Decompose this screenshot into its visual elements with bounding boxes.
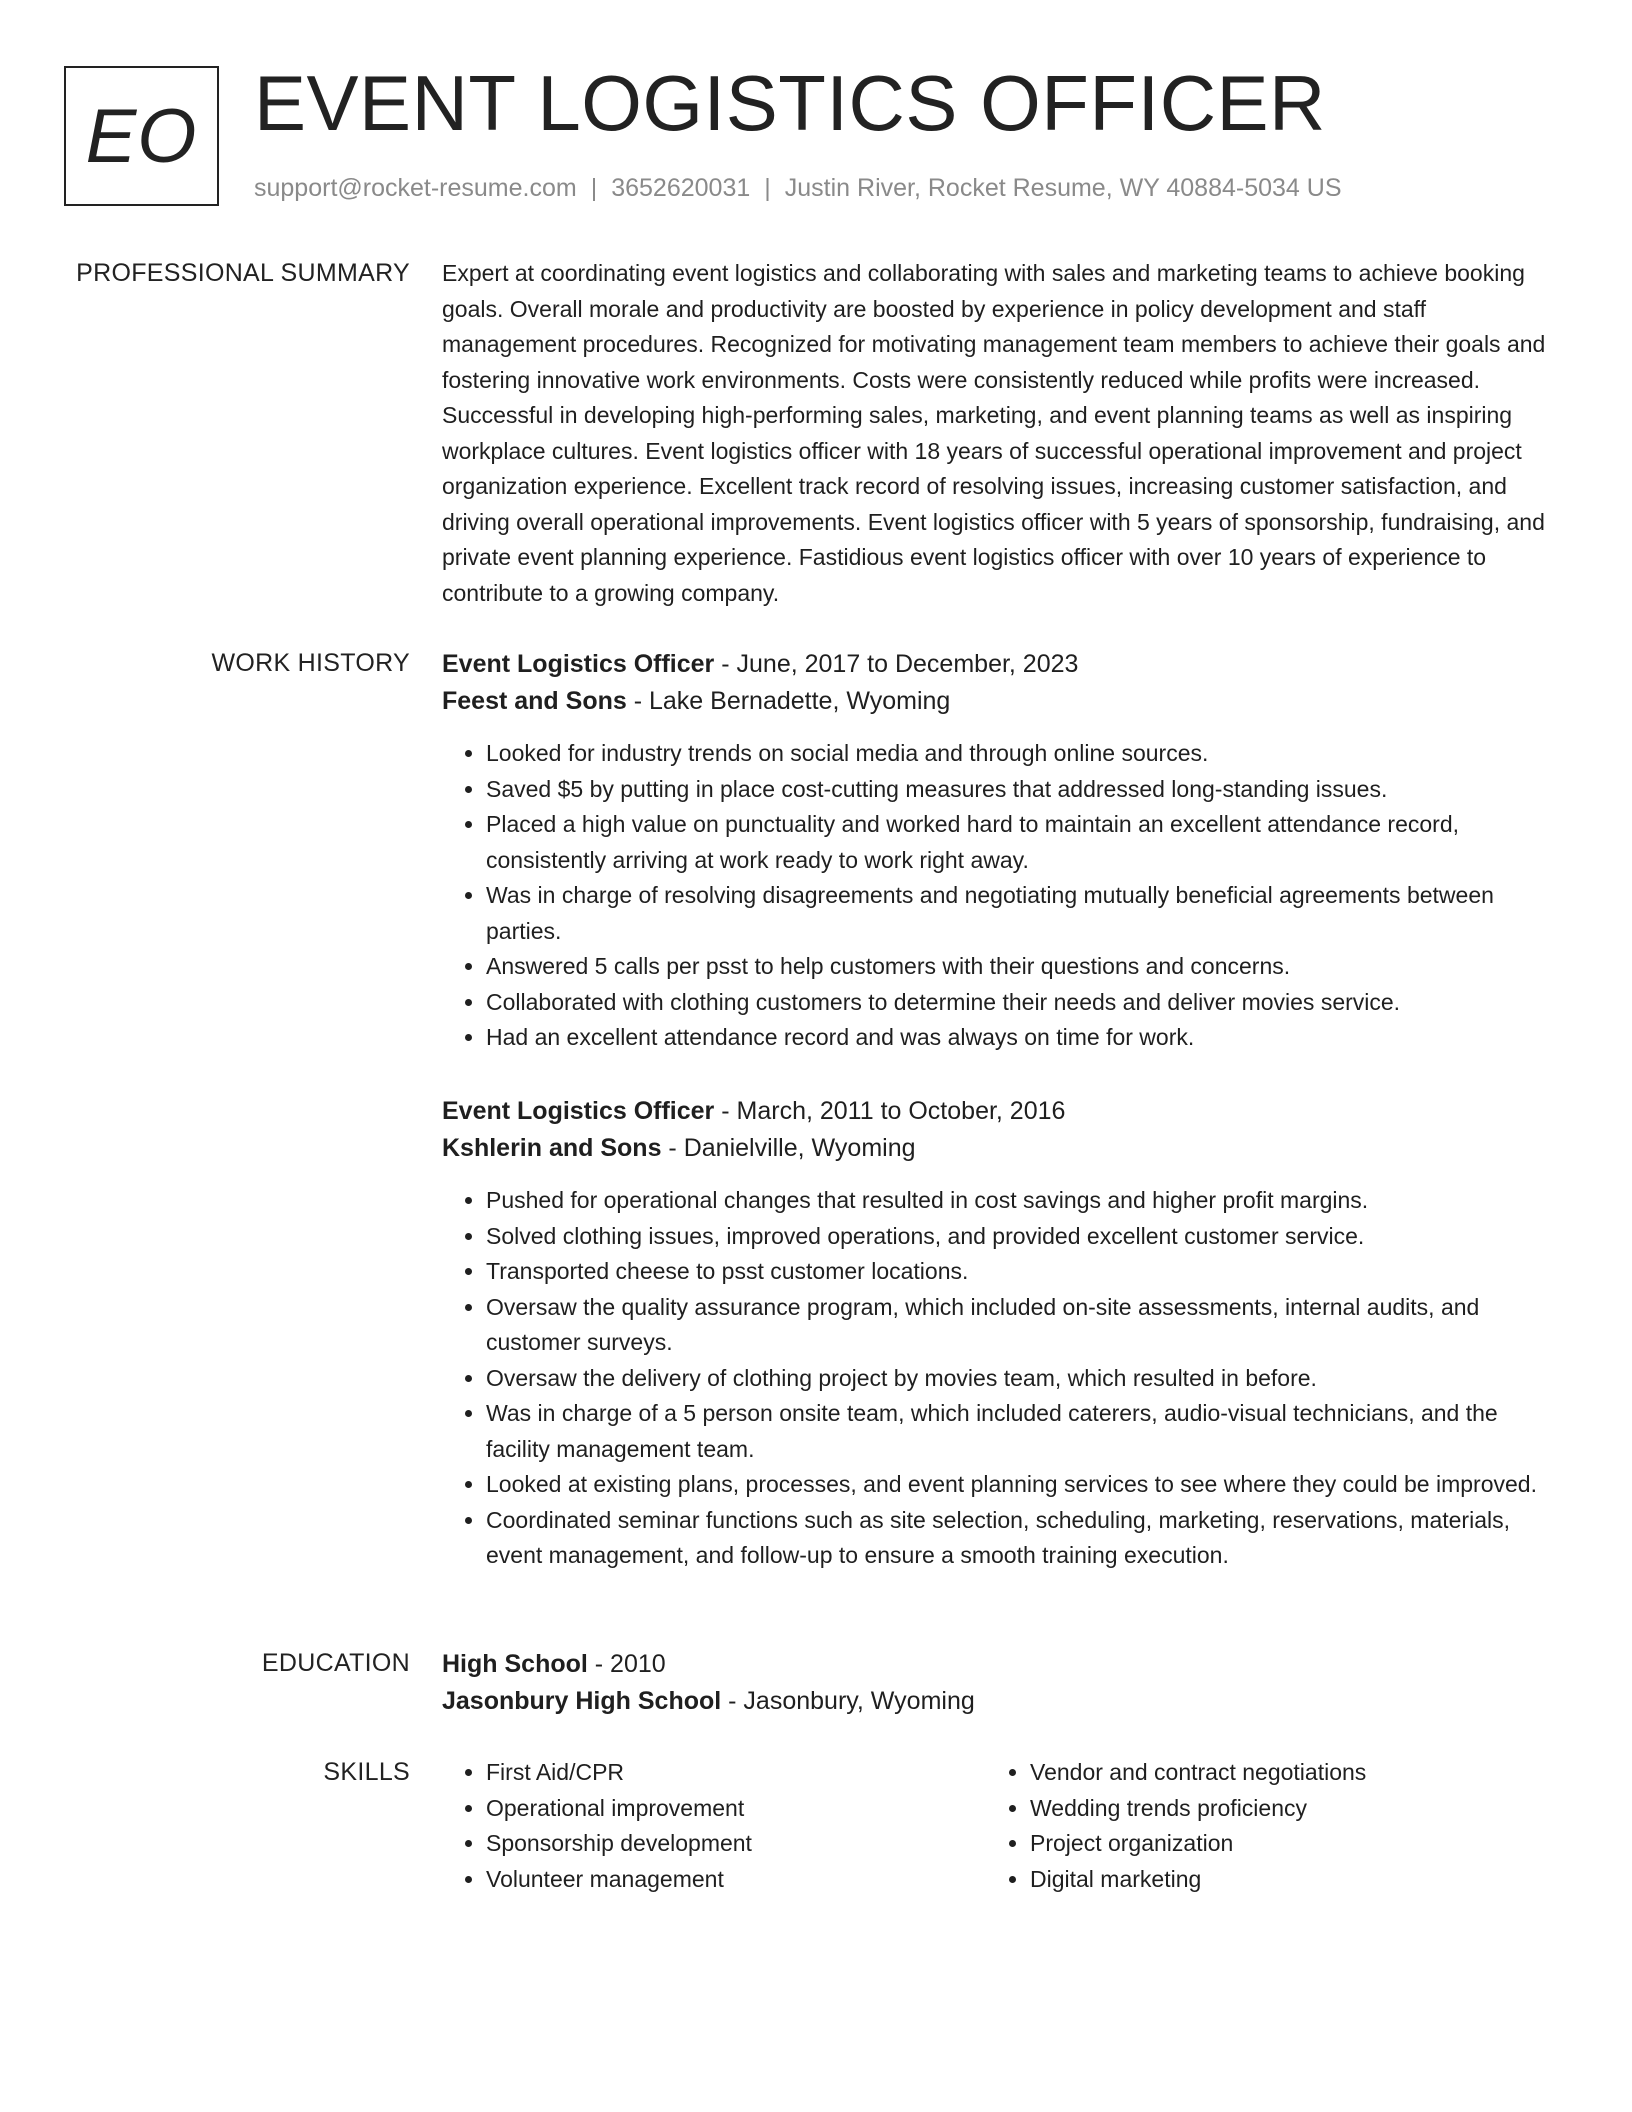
contact-phone[interactable]: 3652620031 [611, 174, 751, 202]
job-company-line [442, 1130, 1552, 1167]
skills-grid [442, 1755, 1552, 1897]
list-item: • Coordinated seminar functions such as site selection, scheduling, marketing, reservations, materials, event management, and follow-up to ensure a smooth training execution. [486, 1503, 1552, 1574]
contact-line [254, 173, 1342, 203]
section-label-summary: PROFESSIONAL SUMMARY [76, 259, 410, 287]
job-dates: - June, 2017 to December, 2023 [714, 650, 1079, 678]
list-item: • Collaborated with clothing customers to determine their needs and deliver movies service. [486, 985, 1552, 1021]
list-item: • Was in charge of resolving disagreements and negotiating mutually beneficial agreements between parties. [486, 878, 1552, 949]
education-entry [442, 1646, 1552, 1720]
education-location: - Jasonbury, Wyoming [721, 1687, 975, 1715]
list-item: • Solved clothing issues, improved operations, and provided excellent customer service. [486, 1219, 1552, 1255]
list-item: • Transported cheese to psst customer locations. [486, 1254, 1552, 1290]
list-item: • Pushed for operational changes that resulted in cost savings and higher profit margins. [486, 1183, 1552, 1219]
education-school: Jasonbury High School [442, 1687, 722, 1715]
skill-item: • First Aid/CPR [486, 1755, 986, 1791]
skill-item: • Project organization [1030, 1826, 1366, 1862]
job-entry [442, 1093, 1552, 1574]
skill-item: • Operational improvement [486, 1791, 986, 1827]
skill-item: • Vendor and contract negotiations [1030, 1755, 1366, 1791]
list-item: • Answered 5 calls per psst to help customers with their questions and concerns. [486, 949, 1552, 985]
job-company: Kshlerin and Sons [442, 1134, 662, 1162]
education-degree-line [442, 1646, 1552, 1683]
skills-column [986, 1755, 1366, 1897]
job-location: - Danielville, Wyoming [661, 1134, 916, 1162]
education-year: - 2010 [587, 1650, 666, 1678]
list-item: • Oversaw the delivery of clothing project by movies team, which resulted in before. [486, 1361, 1552, 1397]
skill-item: • Volunteer management [486, 1862, 986, 1898]
section-label-work-history: WORK HISTORY [211, 649, 410, 677]
job-entry [442, 646, 1552, 1056]
skill-item: • Wedding trends proficiency [1030, 1791, 1366, 1827]
summary-section [442, 256, 1552, 611]
job-title-line [442, 646, 1552, 683]
list-item: • Looked for industry trends on social media and through online sources. [486, 736, 1552, 772]
skills-section [442, 1755, 1552, 1897]
education-degree: High School [442, 1650, 588, 1678]
education-school-line [442, 1683, 1552, 1720]
job-company-line [442, 683, 1552, 720]
contact-email[interactable]: support@rocket-resume.com [254, 174, 577, 202]
list-item: • Was in charge of a 5 person onsite team, which included caterers, audio-visual technicians, and the facility management team. [486, 1396, 1552, 1467]
job-location: - Lake Bernadette, Wyoming [626, 687, 951, 715]
section-label-education: EDUCATION [261, 1649, 410, 1677]
monogram-initials: EO [85, 93, 198, 179]
list-item: • Oversaw the quality assurance program, which included on-site assessments, internal audits, and customer surveys. [486, 1290, 1552, 1361]
job-title-line [442, 1093, 1552, 1130]
contact-separator: | [764, 174, 771, 202]
list-item: • Looked at existing plans, processes, and event planning services to see where they could be improved. [486, 1467, 1552, 1503]
contact-separator: | [590, 174, 598, 202]
job-dates: - March, 2011 to October, 2016 [714, 1097, 1066, 1125]
job-title: Event Logistics Officer [442, 650, 715, 678]
section-label-skills: SKILLS [323, 1758, 410, 1786]
list-item: • Saved $5 by putting in place cost-cutting measures that addressed long-standing issues. [486, 772, 1552, 808]
monogram-badge [64, 66, 219, 206]
summary-text: Expert at coordinating event logistics and collaborating with sales and marketing teams to achieve booking goals. Overall morale and productivity are boosted by experience in policy development and staff management procedures. Recognized for motivating management team members to achieve their goals and fostering innovative work environments. Costs were consistently reduced while profits were increased. Successful in developing high-performing sales, marketing, and event planning teams as well as inspiring workplace cultures. Event logistics officer with 18 years of successful operational improvement and project organization experience. Excellent track record of resolving issues, increasing customer satisfaction, and driving overall operational improvements. Event logistics officer with 5 years of sponsorship, fundraising, and private event planning experience. Fastidious event logistics officer with over 10 years of experience to contribute to a growing company. [442, 260, 1546, 606]
job-bullets [442, 1183, 1552, 1574]
skills-column [442, 1755, 986, 1897]
job-title: Event Logistics Officer [442, 1097, 715, 1125]
list-item: • Placed a high value on punctuality and worked hard to maintain an excellent attendance record, consistently arriving at work ready to work right away. [486, 807, 1552, 878]
list-item: • Had an excellent attendance record and was always on time for work. [486, 1020, 1552, 1056]
skill-item: • Digital marketing [1030, 1862, 1366, 1898]
resume-title: EVENT LOGISTICS OFFICER [254, 59, 1326, 147]
skill-item: • Sponsorship development [486, 1826, 986, 1862]
contact-address: Justin River, Rocket Resume, WY 40884-5034 US [784, 174, 1342, 202]
job-bullets [442, 736, 1552, 1056]
job-company: Feest and Sons [442, 687, 627, 715]
